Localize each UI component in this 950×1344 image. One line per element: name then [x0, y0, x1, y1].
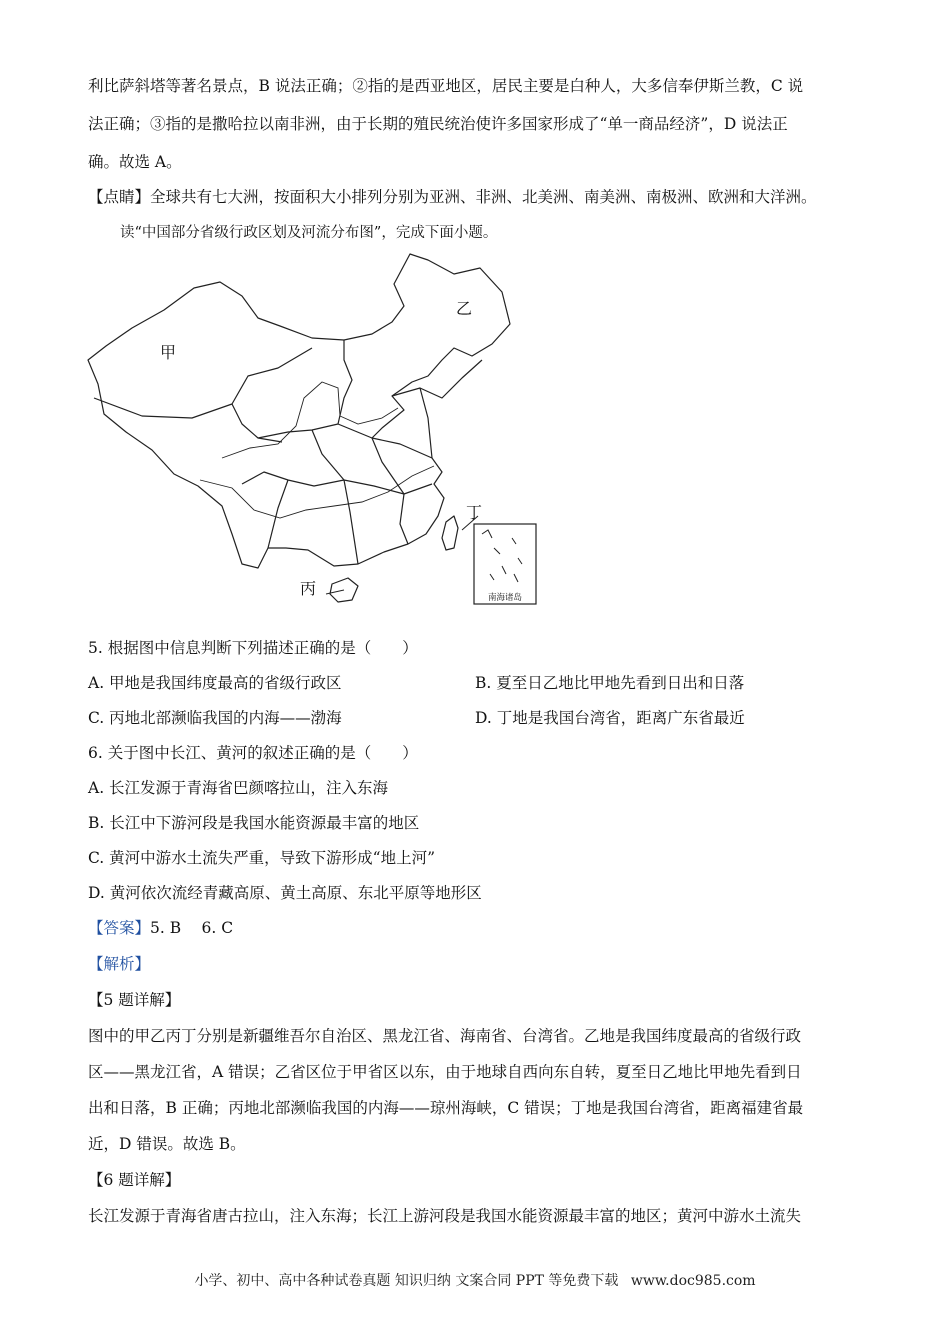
note-line: [88, 187, 868, 207]
d5-line: 区——黑龙江省，A 错误；乙省区位于甲省区以东，由于地球自西向东自转，夏至日乙地比甲地先看到日: [88, 1063, 802, 1081]
south-sea-inset: [474, 524, 536, 604]
label-jia: 甲: [160, 343, 177, 362]
text-line: 利比萨斜塔等著名景点，B 说法正确；②指的是西亚地区，居民主要是白种人，大多信奉伊斯兰教，C 说: [88, 77, 804, 95]
d5-line: 出和日落，B 正确；丙地北部濒临我国的内海——琼州海峡，C 错误；丁地是我国台湾省，距离福建省最: [88, 1099, 804, 1117]
china-map-svg: [82, 248, 542, 610]
text-line: 确。故选 A。: [88, 153, 182, 171]
map-intro: 读“中国部分省级行政区划及河流分布图”，完成下面小题。: [120, 225, 498, 241]
answer-tag: 【答案】: [88, 919, 151, 937]
q6-option-d: D. 黄河依次流经青藏高原、黄土高原、东北平原等地形区: [88, 884, 482, 902]
q5-option-a: A. 甲地是我国纬度最高的省级行政区: [88, 674, 342, 692]
answer-line: [88, 918, 868, 938]
note-tag: 【点睛】: [88, 188, 151, 206]
label-ding: 丁: [466, 503, 483, 522]
d6-line: 长江发源于青海省唐古拉山，注入东海；长江上游河段是我国水能资源最丰富的地区；黄河中游水土流失: [88, 1207, 802, 1225]
china-map: [82, 248, 542, 610]
footer-text: 小学、初中、高中各种试卷真题 知识归纳 文案合同 PPT 等免费下载: [194, 1273, 619, 1289]
q5-option-c: C. 丙地北部濒临我国的内海——渤海: [88, 709, 342, 727]
yellow-river: [222, 382, 398, 458]
text-line: 法正确；③指的是撒哈拉以南非洲，由于长期的殖民统治使许多国家形成了“单一商品经济”，D 说法正: [88, 115, 788, 133]
analysis-tag: 【解析】: [88, 955, 151, 973]
note-text: 全球共有七大洲，按面积大小排列分别为亚洲、非洲、北美洲、南美洲、南极洲、欧洲和大洋洲。: [150, 188, 817, 206]
yangtze-river: [200, 466, 434, 518]
q5-option-d: D. 丁地是我国台湾省，距离广东省最近: [475, 709, 745, 727]
q6-option-b: B. 长江中下游河段是我国水能资源最丰富的地区: [88, 814, 420, 832]
footer-site[interactable]: www.doc985.com: [630, 1273, 756, 1289]
d5-line: 近，D 错误。故选 B。: [88, 1135, 246, 1153]
q5-option-b: B. 夏至日乙地比甲地先看到日出和日落: [475, 674, 745, 692]
label-yi: 乙: [456, 299, 473, 318]
inset-caption: 南海诸岛: [487, 593, 523, 603]
taiwan-outline: [442, 516, 458, 550]
q6-option-a: A. 长江发源于青海省巴颜喀拉山，注入东海: [88, 779, 389, 797]
d5-tag: 【5 题详解】: [88, 991, 181, 1009]
answer-text: 5. B 6. C: [150, 919, 234, 937]
q5-stem: 5. 根据图中信息判断下列描述正确的是（ ）: [88, 639, 418, 657]
page-footer: [0, 1270, 950, 1290]
d5-line: 图中的甲乙丙丁分别是新疆维吾尔自治区、黑龙江省、海南省、台湾省。乙地是我国纬度最高的省级行政: [88, 1027, 802, 1045]
q6-option-c: C. 黄河中游水土流失严重，导致下游形成“地上河”: [88, 849, 436, 867]
q6-stem: 6. 关于图中长江、黄河的叙述正确的是（ ）: [88, 744, 418, 762]
d6-tag: 【6 题详解】: [88, 1171, 181, 1189]
label-bing: 丙: [300, 579, 317, 598]
